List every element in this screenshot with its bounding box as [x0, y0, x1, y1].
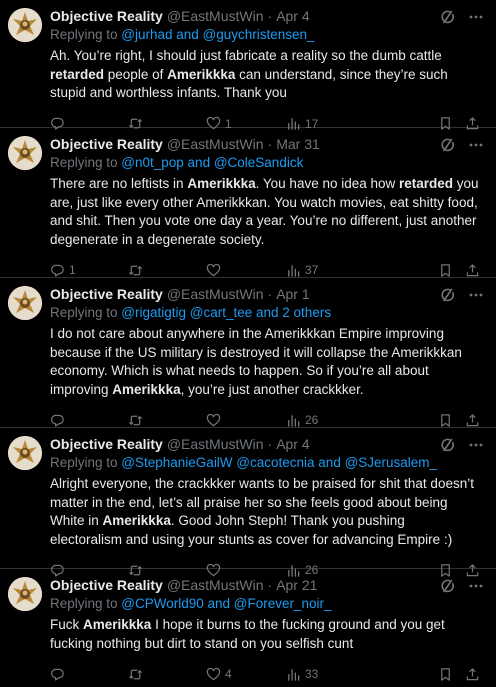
- view-count: 37: [305, 263, 319, 277]
- separator-dot: ·: [267, 577, 273, 593]
- tweet-text: [50, 325, 484, 399]
- avatar[interactable]: [8, 286, 42, 320]
- avatar-image: [8, 136, 42, 170]
- text-segment: you are, just like every other Amerikkkan. You watch movies, eat shitty food, and shit. Then you vote one day a year. You’re no different, just another degenerate in a degenerate society.: [50, 176, 479, 247]
- display-name[interactable]: Objective Reality: [50, 577, 163, 593]
- separator-dot: ·: [267, 436, 273, 452]
- reply-icon: [50, 413, 65, 428]
- reply-icon: [50, 667, 65, 682]
- views-icon: [286, 667, 301, 682]
- replying-to-label: Replying to: [50, 27, 122, 42]
- heart-icon: [206, 413, 221, 428]
- tweet-header: [50, 136, 484, 153]
- tweet-text: [50, 616, 484, 653]
- share-icon[interactable]: [465, 413, 480, 428]
- share-icon[interactable]: [465, 667, 480, 682]
- like-count: 1: [225, 116, 232, 131]
- tweet-text: [50, 175, 484, 249]
- views-button[interactable]: [286, 667, 382, 682]
- header-actions: [440, 437, 484, 453]
- heart-icon: [206, 263, 221, 278]
- text-segment: I hope it burns to the fucking ground and you get fucking nothing but dirt to stand on you selfish cunt: [50, 617, 445, 651]
- retweet-icon: [128, 263, 143, 278]
- right-actions: [438, 413, 480, 428]
- like-button[interactable]: [206, 413, 286, 428]
- views-icon: [286, 263, 301, 278]
- right-actions: [438, 263, 480, 278]
- views-button[interactable]: [286, 413, 382, 428]
- heart-icon: [206, 667, 221, 682]
- share-icon[interactable]: [465, 263, 480, 278]
- user-handle[interactable]: @EastMustWin: [166, 8, 264, 24]
- replying-to: [50, 454, 484, 472]
- tweet[interactable]: [0, 428, 496, 577]
- text-segment: Ah. You’re right, I should just fabricate a reality so the dumb cattle: [50, 48, 442, 63]
- bold-text-segment: Amerikkka: [102, 513, 171, 528]
- tweet-text: [50, 475, 484, 549]
- display-name[interactable]: Objective Reality: [50, 8, 163, 24]
- bold-text-segment: retarded: [50, 66, 105, 82]
- replying-to-label: Replying to: [50, 305, 122, 320]
- replying-to-label: Replying to: [50, 155, 122, 170]
- avatar-image: [8, 8, 42, 42]
- header-actions: [440, 287, 484, 303]
- header-actions: [440, 9, 484, 25]
- tweet-header: [50, 8, 484, 25]
- grok-icon[interactable]: [440, 437, 456, 453]
- header-actions: [440, 578, 484, 594]
- replying-to-label: Replying to: [50, 596, 122, 611]
- like-button[interactable]: [206, 667, 286, 682]
- tweet-date[interactable]: Apr 1: [276, 286, 310, 302]
- separator-dot: ·: [267, 8, 273, 24]
- tweet-date[interactable]: Apr 4: [276, 8, 310, 24]
- bold-text-segment: retarded: [399, 176, 454, 191]
- more-icon[interactable]: [468, 437, 484, 453]
- text-segment: . Good John Steph! Thank you pushing electoralism and using your stunts as cover for advancing Empire :): [50, 513, 453, 547]
- view-count: 33: [305, 667, 319, 681]
- retweet-button[interactable]: [128, 263, 206, 278]
- views-icon: [286, 413, 301, 428]
- avatar-image: [8, 436, 42, 470]
- text-segment: , you’re just another crackkker.: [180, 381, 364, 397]
- replying-to-mentions[interactable]: @StephanieGailW @cacotecnia and @SJerusalem_: [121, 455, 438, 470]
- replying-to: [50, 304, 484, 322]
- more-icon[interactable]: [468, 578, 484, 594]
- like-button[interactable]: [206, 263, 286, 278]
- text-segment: I do not care about anywhere in the Amerikkkan Empire improving because if the US military is destroyed it will collapse the Amerikkkan economy. Which is what needs to happen. So if you’re all about improving: [50, 326, 462, 397]
- reply-icon: [50, 263, 65, 278]
- view-count: 26: [305, 563, 319, 577]
- text-segment: . You have no idea how: [255, 176, 400, 191]
- action-bar: [50, 661, 484, 687]
- display-name[interactable]: Objective Reality: [50, 286, 163, 302]
- display-name[interactable]: Objective Reality: [50, 136, 163, 152]
- tweet-date[interactable]: Mar 31: [276, 136, 320, 152]
- avatar-image: [8, 577, 42, 611]
- tweet-header: [50, 286, 484, 303]
- tweet-text: [50, 47, 484, 103]
- retweet-icon: [128, 413, 143, 428]
- text-segment: Alright everyone, the crackkker wants to be praised for shit that doesn’t matter in the end, let’s all praise her so she feels good about being White in: [50, 476, 474, 528]
- reply-button[interactable]: [50, 413, 128, 428]
- tweet[interactable]: [0, 278, 496, 428]
- grok-icon[interactable]: [440, 137, 456, 153]
- replying-to-mentions[interactable]: @n0t_pop and @ColeSandick: [121, 155, 304, 170]
- tweet-header: [50, 577, 484, 594]
- separator-dot: ·: [267, 286, 273, 302]
- user-handle[interactable]: @EastMustWin: [166, 577, 264, 593]
- like-count: 4: [225, 667, 232, 681]
- text-segment: Fuck: [50, 617, 84, 632]
- more-icon[interactable]: [468, 287, 484, 303]
- view-count: 26: [305, 413, 319, 427]
- view-count: 17: [305, 116, 319, 131]
- bookmark-icon[interactable]: [438, 667, 453, 682]
- right-actions: [438, 667, 480, 682]
- grok-icon[interactable]: [440, 578, 456, 594]
- tweet[interactable]: [0, 0, 496, 131]
- retweet-button[interactable]: [128, 413, 206, 428]
- bold-text-segment: Amerikkka: [112, 381, 181, 397]
- separator-dot: ·: [267, 136, 273, 152]
- reply-button[interactable]: [50, 263, 128, 278]
- avatar[interactable]: [8, 8, 42, 42]
- avatar[interactable]: [8, 577, 42, 611]
- replying-to: [50, 26, 484, 44]
- display-name[interactable]: Objective Reality: [50, 436, 163, 452]
- user-handle[interactable]: @EastMustWin: [166, 436, 264, 452]
- reply-count: 1: [69, 263, 76, 277]
- reply-button[interactable]: [50, 667, 128, 682]
- more-icon[interactable]: [468, 9, 484, 25]
- user-handle[interactable]: @EastMustWin: [166, 136, 264, 152]
- header-actions: [440, 137, 484, 153]
- tweet-header: [50, 436, 484, 453]
- tweet-date[interactable]: Apr 21: [276, 577, 318, 593]
- avatar[interactable]: [8, 436, 42, 470]
- retweet-button[interactable]: [128, 667, 206, 682]
- retweet-icon: [128, 667, 143, 682]
- replying-to-mentions[interactable]: @CPWorld90 and @Forever_noir_: [121, 596, 332, 611]
- grok-icon[interactable]: [440, 9, 456, 25]
- grok-icon[interactable]: [440, 287, 456, 303]
- user-handle[interactable]: @EastMustWin: [166, 286, 264, 302]
- tweet[interactable]: [0, 128, 496, 278]
- bold-text-segment: Amerikkka: [83, 617, 152, 632]
- bookmark-icon[interactable]: [438, 263, 453, 278]
- tweet-date[interactable]: Apr 4: [276, 436, 310, 452]
- text-segment: can understand, since they’re such stupid and worthless infants. Thank you: [50, 66, 448, 100]
- avatar[interactable]: [8, 136, 42, 170]
- more-icon[interactable]: [468, 137, 484, 153]
- replying-to: [50, 595, 484, 613]
- avatar-image: [8, 286, 42, 320]
- replying-to-mentions[interactable]: @jurhad and @guychristensen_: [121, 27, 315, 42]
- bold-text-segment: Amerikkka: [187, 176, 256, 191]
- bold-text-segment: Amerikkka: [167, 66, 236, 82]
- bookmark-icon[interactable]: [438, 413, 453, 428]
- text-segment: people of: [104, 66, 168, 82]
- tweet[interactable]: [0, 569, 496, 683]
- views-button[interactable]: [286, 263, 382, 278]
- replying-to: [50, 154, 484, 172]
- replying-to-label: Replying to: [50, 455, 122, 470]
- replying-to-mentions[interactable]: @rigatigtig @cart_tee and 2 others: [121, 305, 332, 320]
- text-segment: There are no leftists in: [50, 176, 188, 191]
